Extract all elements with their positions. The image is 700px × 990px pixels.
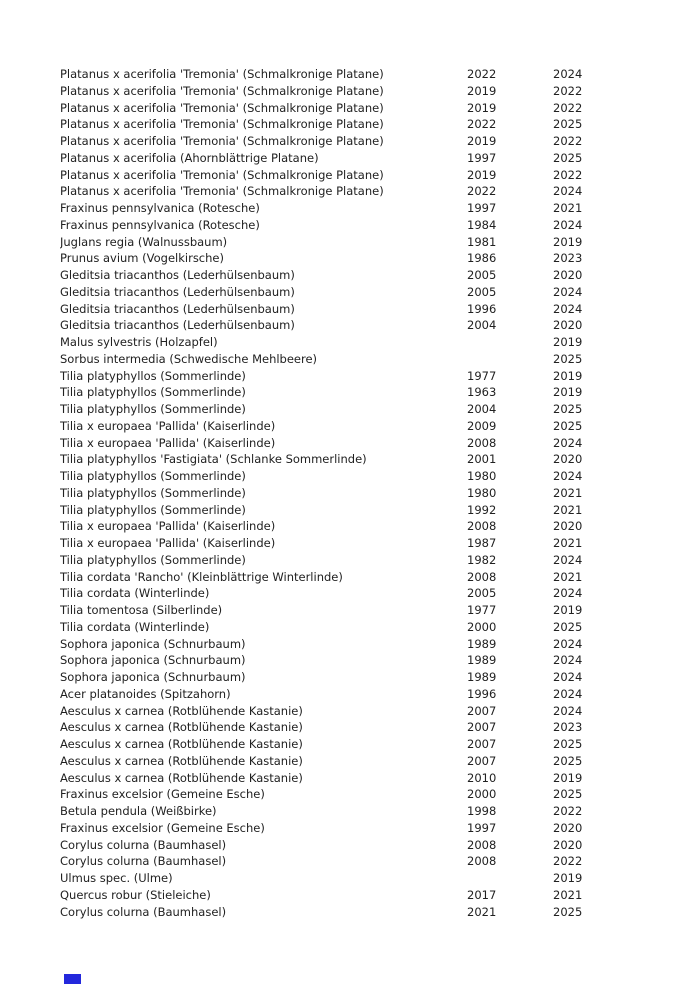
tree-table: [60, 66, 660, 920]
tree-name: Juglans regia (Walnussbaum): [60, 234, 228, 249]
year-1: [467, 870, 553, 887]
tree-name: Tilia cordata (Winterlinde): [60, 586, 210, 601]
year-1: 2019: [467, 134, 497, 148]
year-2: 2024: [553, 284, 583, 299]
year-2: 2024: [553, 586, 583, 601]
table-row: [60, 100, 660, 117]
tree-name: Fraxinus excelsior (Gemeine Esche): [60, 787, 265, 802]
tree-name: Tilia x europaea 'Pallida' (Kaiserlinde): [60, 536, 276, 550]
year-2: 2022: [553, 804, 583, 818]
year-2: 2021: [553, 502, 583, 517]
table-row: [60, 837, 660, 854]
tree-name: Gleditsia triacanthos (Lederhülsenbaum): [60, 301, 295, 316]
tree-name: Tilia x europaea 'Pallida' (Kaiserlinde): [60, 435, 276, 450]
tree-name: Tilia cordata (Winterlinde): [60, 619, 210, 634]
tree-name: Tilia platyphyllos (Sommerlinde): [60, 385, 246, 400]
year-2: 2022: [553, 854, 583, 869]
tree-name: Gleditsia triacanthos (Lederhülsenbaum): [60, 318, 295, 333]
tree-name: Sorbus intermedia (Schwedische Mehlbeere): [60, 351, 318, 366]
table-row: [60, 351, 660, 368]
year-1: 2009: [467, 418, 497, 433]
year-2: 2020: [553, 519, 583, 534]
year-2: 2021: [553, 536, 583, 550]
tree-name: Aesculus x carnea (Rotblühende Kastanie): [60, 770, 303, 785]
year-2: 2020: [553, 452, 583, 467]
year-1: 2007: [467, 720, 497, 735]
year-1: 2007: [467, 703, 497, 718]
year-1: 2008: [467, 854, 497, 869]
year-1: 2005: [467, 284, 497, 299]
year-1: 1980: [467, 485, 497, 500]
year-1: 2005: [467, 268, 497, 282]
table-row: [60, 753, 660, 770]
table-row: [60, 502, 660, 519]
year-1: 2005: [467, 586, 497, 601]
year-2: 2022: [553, 167, 583, 182]
year-2: 2024: [553, 670, 583, 684]
table-row: [60, 116, 660, 133]
year-2: 2022: [553, 134, 583, 148]
tree-name: Platanus x acerifolia 'Tremonia' (Schmalkronige Platane): [60, 184, 384, 199]
table-row: [60, 250, 660, 267]
year-1: 1981: [467, 234, 497, 249]
tree-name: Tilia cordata 'Rancho' (Kleinblättrige Winterlinde): [60, 569, 343, 584]
year-2: 2020: [553, 318, 583, 333]
year-1: 1989: [467, 670, 497, 684]
year-2: 2020: [553, 837, 583, 852]
tree-name: Tilia x europaea 'Pallida' (Kaiserlinde): [60, 418, 276, 433]
year-2: 2023: [553, 720, 583, 735]
table-row: [60, 451, 660, 468]
tree-name: Tilia tomentosa (Silberlinde): [60, 603, 223, 617]
table-row: [60, 234, 660, 251]
tree-name: Tilia platyphyllos (Sommerlinde): [60, 469, 246, 483]
year-2: 2024: [553, 703, 583, 718]
tree-name: Quercus robur (Stieleiche): [60, 887, 211, 902]
table-row: [60, 636, 660, 653]
tree-name: Tilia platyphyllos (Sommerlinde): [60, 402, 246, 416]
year-2: 2021: [553, 485, 583, 500]
tree-name: Fraxinus excelsior (Gemeine Esche): [60, 820, 265, 835]
tree-name: Platanus x acerifolia 'Tremonia' (Schmalkronige Platane): [60, 100, 384, 115]
year-1: [467, 334, 553, 351]
table-row: [60, 786, 660, 803]
table-row: [60, 619, 660, 636]
year-1: 1997: [467, 201, 497, 215]
table-row: [60, 686, 660, 703]
year-2: 2024: [553, 184, 583, 199]
table-row: [60, 585, 660, 602]
year-1: 2004: [467, 318, 497, 333]
year-2: 2024: [553, 217, 583, 232]
tree-name: Aesculus x carnea (Rotblühende Kastanie): [60, 753, 303, 768]
year-1: 2007: [467, 737, 497, 751]
year-1: 2008: [467, 837, 497, 852]
year-1: 1997: [467, 150, 497, 165]
year-2: 2025: [553, 737, 583, 751]
tree-name: Platanus x acerifolia 'Tremonia' (Schmalkronige Platane): [60, 117, 384, 132]
year-2: 2024: [553, 552, 583, 567]
year-1: 1977: [467, 368, 497, 383]
table-row: [60, 334, 660, 351]
tree-name: Tilia platyphyllos (Sommerlinde): [60, 552, 246, 567]
table-row: [60, 669, 660, 686]
tree-name: Gleditsia triacanthos (Lederhülsenbaum): [60, 284, 295, 299]
year-2: 2021: [553, 569, 583, 584]
year-2: 2019: [553, 603, 583, 617]
year-1: 1963: [467, 385, 497, 400]
year-1: 2010: [467, 770, 497, 785]
year-2: 2025: [553, 117, 583, 132]
tree-name: Prunus avium (Vogelkirsche): [60, 251, 224, 266]
table-row: [60, 870, 660, 887]
table-row: [60, 167, 660, 184]
table-row: [60, 770, 660, 787]
table-row: [60, 569, 660, 586]
year-2: 2019: [553, 234, 583, 249]
year-1: 2019: [467, 167, 497, 182]
year-2: 2024: [553, 67, 583, 81]
table-row: [60, 83, 660, 100]
tree-name: Tilia x europaea 'Pallida' (Kaiserlinde): [60, 519, 276, 534]
year-1: 1980: [467, 469, 497, 483]
table-row: [60, 485, 660, 502]
table-row: [60, 435, 660, 452]
year-1: 1984: [467, 217, 497, 232]
table-row: [60, 820, 660, 837]
tree-name: Betula pendula (Weißbirke): [60, 804, 217, 818]
year-1: 2007: [467, 753, 497, 768]
year-1: 1992: [467, 502, 497, 517]
year-1: 1977: [467, 603, 497, 617]
table-row: [60, 703, 660, 720]
year-2: 2022: [553, 83, 583, 98]
year-2: 2025: [553, 904, 583, 919]
year-2: 2025: [553, 619, 583, 634]
year-2: 2021: [553, 201, 583, 215]
year-1: 2000: [467, 619, 497, 634]
year-1: 1996: [467, 301, 497, 316]
table-row: [60, 904, 660, 921]
table-row: [60, 468, 660, 485]
year-1: 2022: [467, 67, 497, 81]
year-2: 2019: [553, 368, 583, 383]
year-1: 2019: [467, 100, 497, 115]
tree-name: Platanus x acerifolia (Ahornblättrige Platane): [60, 150, 319, 165]
year-1: 1989: [467, 636, 497, 651]
year-1: 2021: [467, 904, 497, 919]
year-2: 2019: [553, 770, 583, 785]
year-2: 2025: [553, 418, 583, 433]
table-row: [60, 887, 660, 904]
table-row: [60, 602, 660, 619]
tree-name: Aesculus x carnea (Rotblühende Kastanie): [60, 720, 303, 735]
year-1: 1998: [467, 804, 497, 818]
table-row: [60, 217, 660, 234]
table-row: [60, 133, 660, 150]
tree-name: Platanus x acerifolia 'Tremonia' (Schmalkronige Platane): [60, 67, 384, 81]
year-1: 1996: [467, 686, 497, 701]
tree-name: Ulmus spec. (Ulme): [60, 871, 173, 885]
tree-name: Sophora japonica (Schnurbaum): [60, 670, 246, 684]
tree-name: Platanus x acerifolia 'Tremonia' (Schmalkronige Platane): [60, 167, 384, 182]
table-row: [60, 200, 660, 217]
year-1: 2008: [467, 519, 497, 534]
tree-name: Sophora japonica (Schnurbaum): [60, 653, 246, 668]
table-row: [60, 518, 660, 535]
year-1: 2008: [467, 569, 497, 584]
table-row: [60, 284, 660, 301]
tree-name: Fraxinus pennsylvanica (Rotesche): [60, 201, 260, 215]
year-2: 2025: [553, 787, 583, 802]
tree-name: Tilia platyphyllos (Sommerlinde): [60, 368, 246, 383]
table-row: [60, 66, 660, 83]
table-row: [60, 853, 660, 870]
year-2: 2019: [553, 385, 583, 400]
year-1: 1987: [467, 536, 497, 550]
year-2: 2024: [553, 469, 583, 483]
table-row: [60, 183, 660, 200]
year-2: 2019: [553, 335, 583, 349]
year-2: 2024: [553, 653, 583, 668]
table-row: [60, 736, 660, 753]
year-2: 2019: [553, 871, 583, 885]
table-row: [60, 267, 660, 284]
year-2: 2025: [553, 351, 583, 366]
year-1: 1997: [467, 820, 497, 835]
year-1: 2008: [467, 435, 497, 450]
table-row: [60, 368, 660, 385]
document-page: [60, 66, 660, 920]
year-1: 2001: [467, 452, 497, 467]
year-2: 2024: [553, 636, 583, 651]
year-1: 2022: [467, 117, 497, 132]
tree-name: Fraxinus pennsylvanica (Rotesche): [60, 217, 260, 232]
tree-name: Sophora japonica (Schnurbaum): [60, 636, 246, 651]
year-2: 2021: [553, 887, 583, 902]
year-2: 2023: [553, 251, 583, 266]
year-1: 2000: [467, 787, 497, 802]
year-2: 2024: [553, 686, 583, 701]
year-2: 2024: [553, 301, 583, 316]
year-1: 2022: [467, 184, 497, 199]
year-1: [467, 351, 553, 368]
year-1: 2019: [467, 83, 497, 98]
tree-name: Corylus colurna (Baumhasel): [60, 904, 227, 919]
table-row: [60, 150, 660, 167]
tree-name: Corylus colurna (Baumhasel): [60, 854, 227, 869]
tree-name: Aesculus x carnea (Rotblühende Kastanie): [60, 737, 303, 751]
tree-name: Corylus colurna (Baumhasel): [60, 837, 227, 852]
year-2: 2025: [553, 150, 583, 165]
tree-name: Tilia platyphyllos 'Fastigiata' (Schlanke Sommerlinde): [60, 452, 367, 467]
tree-name: Malus sylvestris (Holzapfel): [60, 335, 218, 349]
year-1: 1989: [467, 653, 497, 668]
tree-name: Platanus x acerifolia 'Tremonia' (Schmalkronige Platane): [60, 134, 384, 148]
table-row: [60, 317, 660, 334]
blue-marker: [64, 974, 81, 984]
year-1: 2017: [467, 887, 497, 902]
table-row: [60, 418, 660, 435]
tree-name: Tilia platyphyllos (Sommerlinde): [60, 485, 246, 500]
year-1: 1986: [467, 251, 497, 266]
tree-name: Tilia platyphyllos (Sommerlinde): [60, 502, 246, 517]
year-2: 2020: [553, 268, 583, 282]
year-1: 2004: [467, 402, 497, 416]
table-row: [60, 535, 660, 552]
table-row: [60, 401, 660, 418]
year-2: 2024: [553, 435, 583, 450]
table-row: [60, 552, 660, 569]
table-row: [60, 803, 660, 820]
year-2: 2022: [553, 100, 583, 115]
table-row: [60, 384, 660, 401]
year-2: 2025: [553, 402, 583, 416]
table-row: [60, 719, 660, 736]
table-row: [60, 652, 660, 669]
tree-name: Acer platanoides (Spitzahorn): [60, 686, 231, 701]
year-2: 2025: [553, 753, 583, 768]
table-row: [60, 301, 660, 318]
tree-name: Platanus x acerifolia 'Tremonia' (Schmalkronige Platane): [60, 83, 384, 98]
year-2: 2020: [553, 820, 583, 835]
tree-name: Gleditsia triacanthos (Lederhülsenbaum): [60, 268, 295, 282]
year-1: 1982: [467, 552, 497, 567]
tree-name: Aesculus x carnea (Rotblühende Kastanie): [60, 703, 303, 718]
